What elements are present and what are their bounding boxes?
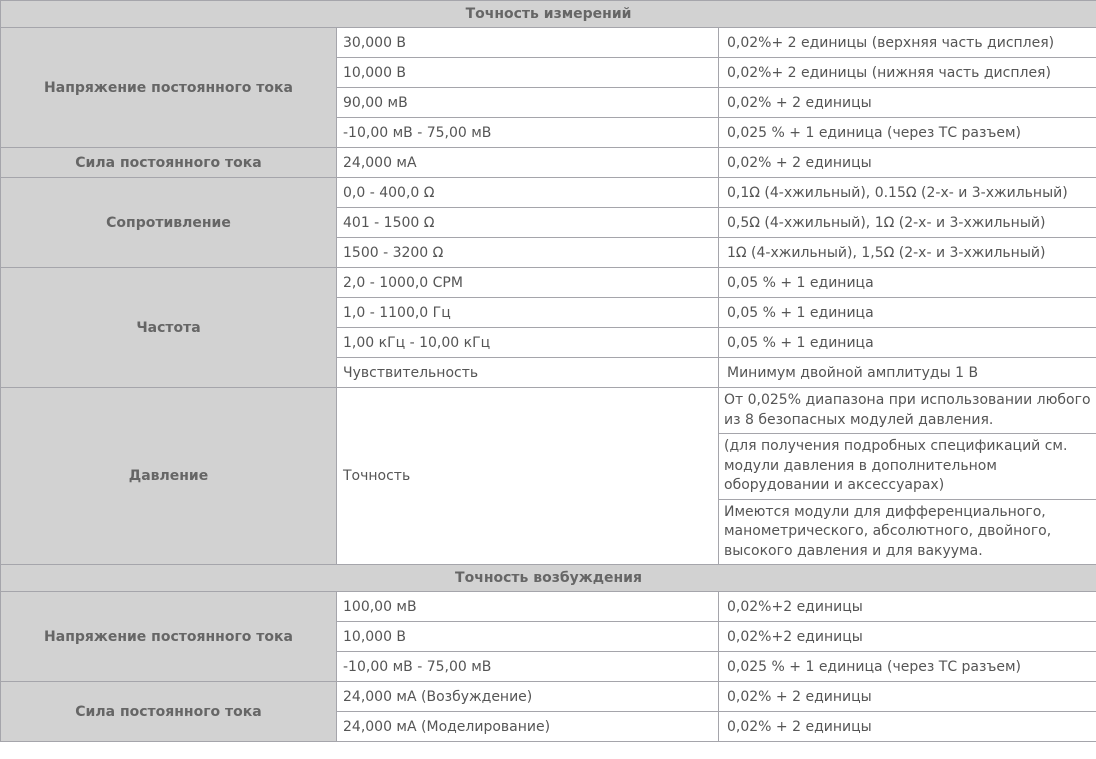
- table-row: [1, 592, 1096, 622]
- accuracy-cell: 0,02%+2 единицы: [719, 592, 1096, 622]
- category-label: Частота: [1, 268, 337, 388]
- accuracy-cell: 0,02%+ 2 единицы (верхняя часть дисплея): [719, 28, 1096, 58]
- section-header-row: [1, 565, 1096, 592]
- table-row: [1, 682, 1096, 712]
- range-cell: Чувствительность: [337, 358, 719, 388]
- category-label: Напряжение постоянного тока: [1, 592, 337, 682]
- accuracy-cell: 0,5Ω (4-хжильный), 1Ω (2-х- и 3-хжильный): [719, 208, 1096, 238]
- category-label: Сопротивление: [1, 178, 337, 268]
- range-cell: 30,000 В: [337, 28, 719, 58]
- table-row: [1, 268, 1096, 298]
- accuracy-cell: 0,025 % + 1 единица (через ТС разъем): [719, 118, 1096, 148]
- category-label: Сила постоянного тока: [1, 148, 337, 178]
- range-cell: -10,00 мВ - 75,00 мВ: [337, 118, 719, 148]
- table-row: [1, 28, 1096, 58]
- category-label: Сила постоянного тока: [1, 682, 337, 742]
- accuracy-cell: 0,05 % + 1 единица: [719, 328, 1096, 358]
- section-title: Точность возбуждения: [1, 565, 1096, 592]
- accuracy-note: Имеются модули для дифференциального, манометрического, абсолютного, двойного, высокого давления и для вакуума.: [719, 499, 1096, 565]
- range-cell: -10,00 мВ - 75,00 мВ: [337, 652, 719, 682]
- accuracy-cell: 0,1Ω (4-хжильный), 0.15Ω (2-х- и 3-хжильный): [719, 178, 1096, 208]
- range-cell: 2,0 - 1000,0 CPM: [337, 268, 719, 298]
- table-row: [1, 178, 1096, 208]
- range-cell: 24,000 мА: [337, 148, 719, 178]
- accuracy-note: От 0,025% диапазона при использовании любого из 8 безопасных модулей давления.: [719, 388, 1096, 434]
- category-label: Напряжение постоянного тока: [1, 28, 337, 148]
- accuracy-cell: 0,02%+2 единицы: [719, 622, 1096, 652]
- accuracy-cell: 0,05 % + 1 единица: [719, 298, 1096, 328]
- accuracy-cell: 0,02% + 2 единицы: [719, 682, 1096, 712]
- accuracy-cell: 1Ω (4-хжильный), 1,5Ω (2-х- и 3-хжильный): [719, 238, 1096, 268]
- section-header-row: [1, 1, 1096, 28]
- category-label: Давление: [1, 388, 337, 565]
- range-cell: 100,00 мВ: [337, 592, 719, 622]
- accuracy-cell: 0,05 % + 1 единица: [719, 268, 1096, 298]
- accuracy-note: (для получения подробных спецификаций см. модули давления в дополнительном оборудовании и аксессуарах): [719, 434, 1096, 500]
- accuracy-cell: 0,02% + 2 единицы: [719, 148, 1096, 178]
- accuracy-cell: 0,02%+ 2 единицы (нижняя часть дисплея): [719, 58, 1096, 88]
- range-cell: 10,000 В: [337, 58, 719, 88]
- table-row: [1, 388, 1096, 434]
- range-cell: 10,000 В: [337, 622, 719, 652]
- range-cell: 1,00 кГц - 10,00 кГц: [337, 328, 719, 358]
- range-cell: 24,000 мА (Моделирование): [337, 712, 719, 742]
- range-cell: 0,0 - 400,0 Ω: [337, 178, 719, 208]
- accuracy-cell: 0,025 % + 1 единица (через ТС разъем): [719, 652, 1096, 682]
- range-cell: 401 - 1500 Ω: [337, 208, 719, 238]
- accuracy-cell: Минимум двойной амплитуды 1 В: [719, 358, 1096, 388]
- accuracy-cell: 0,02% + 2 единицы: [719, 712, 1096, 742]
- table-row: [1, 148, 1096, 178]
- range-cell: 24,000 мА (Возбуждение): [337, 682, 719, 712]
- accuracy-cell: 0,02% + 2 единицы: [719, 88, 1096, 118]
- range-cell: 90,00 мВ: [337, 88, 719, 118]
- section-title: Точность измерений: [1, 1, 1096, 28]
- range-cell: 1500 - 3200 Ω: [337, 238, 719, 268]
- range-cell: 1,0 - 1100,0 Гц: [337, 298, 719, 328]
- range-cell: Точность: [337, 388, 719, 565]
